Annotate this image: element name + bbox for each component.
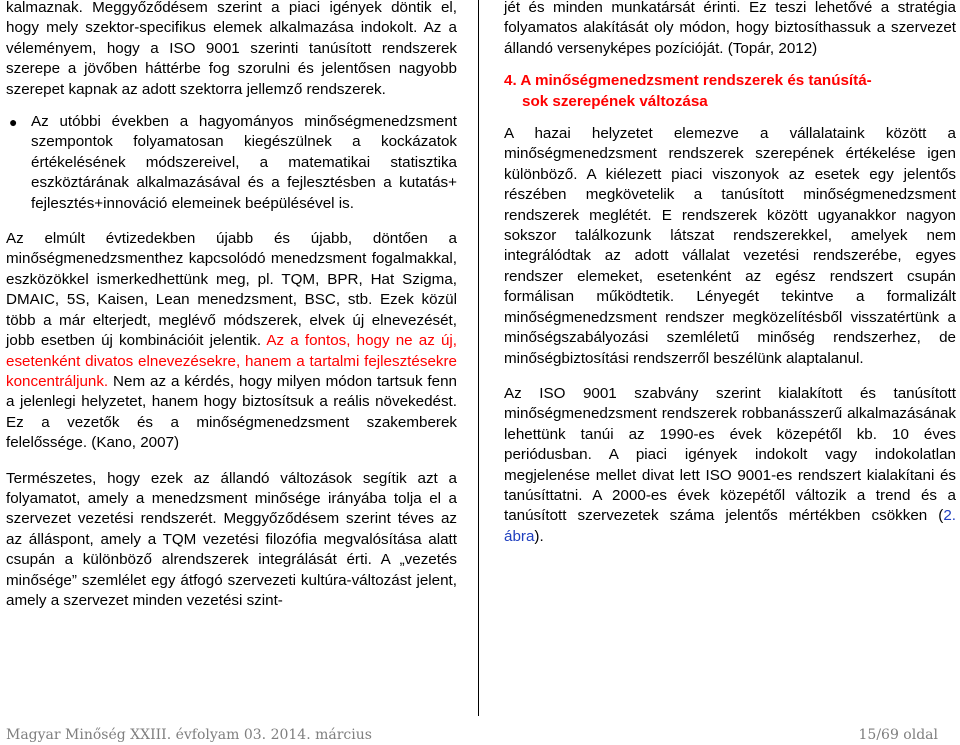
paragraph-continued: kalmaznak. Meggyőződésem szerint a piaci igények döntik el, hogy mely szektor-specifikus elemek alkalmazása indokolt. Az a véleményem, hogy a ISO 9001 szerinti tanúsított rendszerek szerepe a jövőben háttérbe fog szorulni és jelentősen nagyobb szerepet kapnak az adott szektorra jellemző rendszerek.	[6, 0, 457, 98]
bullet-text: Az utóbbi években a hagyományos minőségmenedzsment szempontok folyamatosan kiegészülnek a kockázatok értékelésének módszereivel, a matematikai statisztika eszköztárának alkalmazásával és a fejlesztésben a kutatás+ fejlesztés+innováció elemeinek beépülésével is.	[31, 113, 457, 212]
paragraph-text: ).	[534, 527, 544, 545]
section-heading	[504, 71, 956, 112]
paragraph-continued: jét és minden munkatársát érinti. Ez teszi lehetővé a stratégia folyamatos alakítását oly módon, hogy biztosíthassuk a szervezet állandó versenyképes pozícióját. (Topár, 2012)	[504, 0, 956, 57]
paragraph-tqm: Természetes, hogy ezek az állandó változások segítik azt a folyamatot, amely a menedzsment minősége irányába tolja el a szervezet vezetési rendszerét. Meggyőződésem szerint téves az az álláspont, amely a TQM vezetési filozófia megvalósítása alatt csupán a különböző alrendszerek integrálását érti. A „vezetés minősége” szemlélet egy átfogó szervezeti kultúra-változást jelent, amely a szervezet minden vezetési szint-	[6, 469, 457, 609]
bullet-item	[6, 112, 457, 214]
paragraph-text: Az elmúlt évtizedekben újabb és újabb, döntően a minőségmenedzsmenthez kapcsolódó menedzsment fogalmakkal, eszközökkel ismerkedhettünk meg, pl. TQM, BPR, Hat Szigma, DMAIC, 5S, Kaisen, Lean menedzsment, BSC, stb. Ezek közül több a már elterjedt, meglévő módszerek, elvek új elnevezését, jobb esetben új kombinációit jelentik.	[6, 230, 457, 350]
paragraph-iso9001	[504, 384, 956, 547]
right-column	[504, 0, 956, 547]
footer-page-number: 15/69 oldal	[858, 727, 938, 743]
figure-link[interactable]: 2. ábra	[504, 507, 956, 545]
footer-publication: Magyar Minőség XXIII. évfolyam 03. 2014. március	[6, 727, 372, 743]
paragraph-hungarian-situation: A hazai helyzetet elemezve a vállalataink között a minőségmenedzsment rendszerek szerepének értékelése igen különböző. A kiélezett piaci viszonyok az esetek egy jelentős részében megkövetelik a tanúsított minőségmenedzsment rendszerek meglétét. E rendszerek között ugyanakkor nagyon sokszor találkozunk látszat rendszerekkel, amelyek nem integrálódtak az adott vállalat vezetési rendszerébe, egyes rendszer elemeket, esetenként az egész rendszert csupán formálisan működtetik. Lényegét tekintve a formalizált minőségmenedzsment rendszer megközelítésből visszatértünk a minőségszabályozási szemléletű minőség rendszerhez, de minőségbiztosítási rendszerről beszélünk alaptalanul.	[504, 125, 956, 367]
left-column	[6, 0, 457, 611]
section-title-line2: sok szerepének változása	[522, 92, 708, 110]
section-title-line1: A minőségmenedzsment rendszerek és tanúsítá-	[520, 72, 872, 90]
bullet-dot-icon: ●	[9, 114, 18, 131]
paragraph-text: Nem az a kérdés, hogy milyen módon tartsuk fenn a jelenlegi helyzetet, hanem hogy biztosítsuk a reális növekedést. Ez a vezetők és a minőségmenedzsment szakemberek felelőssége. (Kano, 2007)	[6, 372, 457, 452]
paragraph-management-concepts	[6, 229, 457, 453]
highlighted-statement: Az a fontos, hogy ne az új, esetenként divatos elnevezésekre, hanem a tartalmi fejlesztésekre koncentráljunk.	[6, 332, 457, 390]
section-number: 4.	[504, 72, 517, 90]
column-divider	[478, 0, 479, 716]
paragraph-text: Az ISO 9001 szabvány szerint kialakított és tanúsított minőségmenedzsment rendszerek robbanásszerű alkalmazásának lehettünk tanúi az 1990-es évek közepétől kb. 10 éves periódusban. A piaci igények indokolt vagy indokolatlan megjelenése mellet divat lett ISO 9001-es rendszert kialakítani és tanúsíttatni. A 2000-es évek közepétől változik a trend és a tanúsított szervezetek száma jelentős mértékben csökken (	[504, 384, 956, 525]
page-footer	[0, 722, 960, 742]
